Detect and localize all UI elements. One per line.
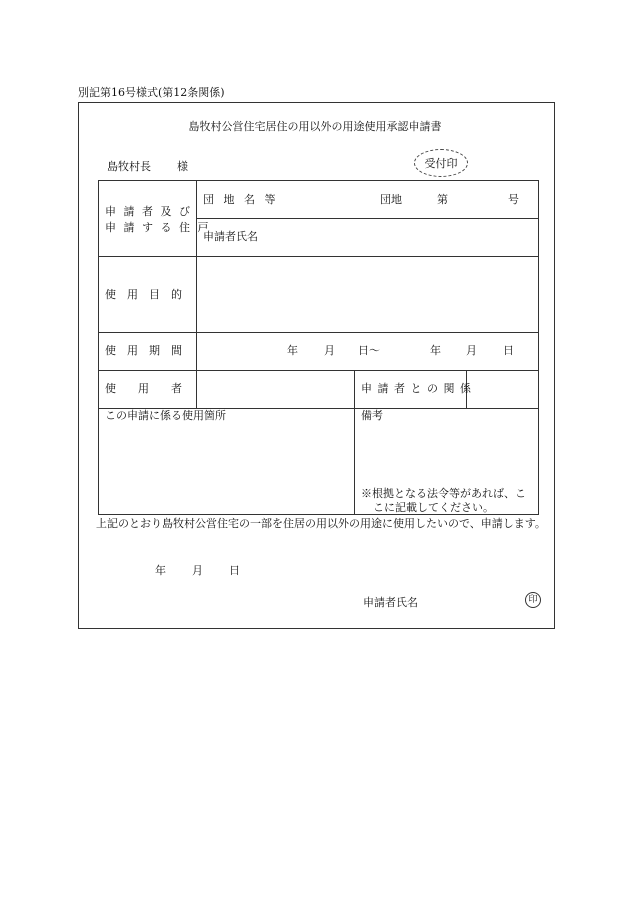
- seal-mark: 印: [525, 592, 541, 608]
- relation-field[interactable]: [468, 372, 538, 407]
- remarks-note-line2: こに記載してください。: [373, 501, 494, 514]
- purpose-field[interactable]: [198, 258, 538, 331]
- remarks-label: 備考: [361, 409, 383, 422]
- period-end-year: 年: [430, 344, 441, 357]
- location-label: この申請に係る使用箇所: [105, 409, 226, 422]
- statement-text: 上記のとおり島牧村公営住宅の一部を住居の用以外の用途に使用したいので、申請します。: [96, 517, 546, 530]
- addressee: [107, 158, 188, 174]
- reception-stamp: 受付印: [414, 149, 468, 177]
- user-field[interactable]: [198, 372, 353, 407]
- date-month: 月: [192, 564, 203, 577]
- form-caption: 別記第16号様式(第12条関係): [78, 86, 225, 99]
- period-start-year: 年: [287, 344, 298, 357]
- application-table: [98, 180, 539, 515]
- applicant-label-line2: 申 請 す る 住 戸: [105, 221, 211, 234]
- date-day: 日: [229, 564, 240, 577]
- row-divider: [99, 370, 539, 371]
- col-divider: [196, 181, 197, 408]
- applicant-label-line1: 申 請 者 及 び: [105, 205, 192, 218]
- applicant-name-label: 申請者氏名: [203, 230, 258, 243]
- remarks-note-line1: ※根拠となる法令等があれば、こ: [361, 487, 526, 500]
- signature-label: 申請者氏名: [363, 596, 418, 609]
- row-divider: [196, 218, 539, 219]
- location-field[interactable]: [101, 427, 353, 513]
- period-start-day: 日〜: [358, 344, 380, 357]
- user-label: 使 用 者: [105, 382, 182, 395]
- complex-name-label: 団 地 名 等: [203, 193, 279, 206]
- period-label: 使 用 期 間: [105, 344, 182, 357]
- go-label: 号: [508, 193, 519, 206]
- period-end-month: 月: [466, 344, 477, 357]
- period-end-day: 日: [503, 344, 514, 357]
- addressee-name: 島牧村長: [107, 160, 151, 173]
- dai-label: 第: [437, 193, 448, 206]
- period-start-month: 月: [324, 344, 335, 357]
- danchi-label: 団地: [380, 193, 402, 206]
- date-year: 年: [155, 564, 166, 577]
- purpose-label: 使 用 目 的: [105, 288, 182, 301]
- date-line: [155, 562, 240, 578]
- col-divider: [354, 370, 355, 515]
- row-divider: [99, 332, 539, 333]
- addressee-honorific: 様: [177, 160, 188, 173]
- relation-label: 申 請 者 と の 関 係: [361, 382, 472, 395]
- row-divider: [99, 256, 539, 257]
- form-title: 島牧村公営住宅居住の用以外の用途使用承認申請書: [188, 120, 442, 133]
